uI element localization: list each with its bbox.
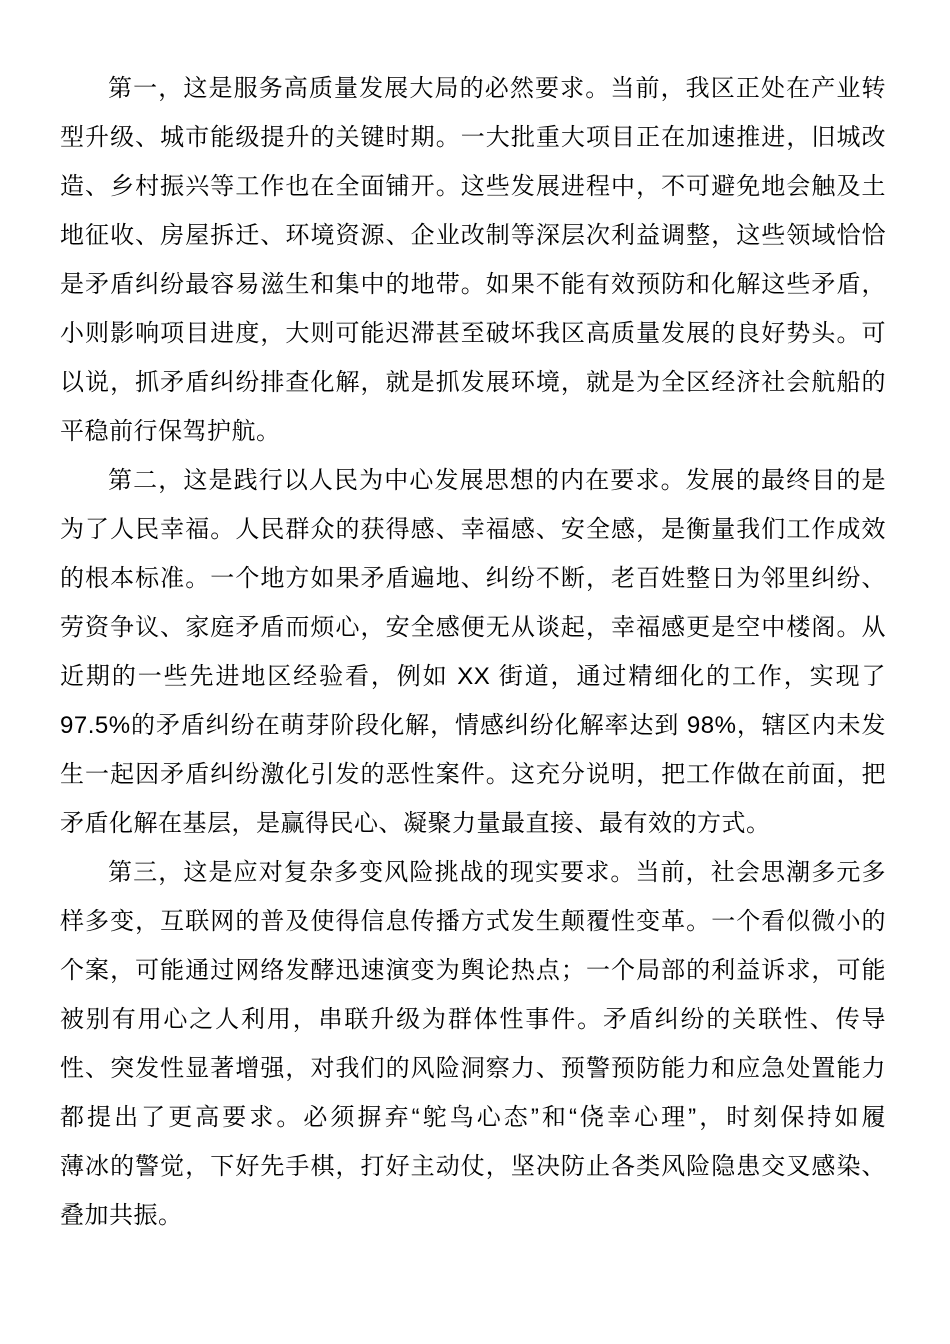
text-line: 小则影响项目进度，大则可能迟滞甚至破坏我区高质量发展的良好势头。可 <box>60 320 886 347</box>
text-line: 为了人民幸福。人民群众的获得感、幸福感、安全感，是衡量我们工作成效 <box>60 516 886 543</box>
text-line: 劳资争议、家庭矛盾而烦心，安全感便无从谈起，幸福感更是空中楼阁。从 <box>60 614 886 641</box>
text-line: 都提出了更高要求。必须摒弃“鸵鸟心态”和“侥幸心理”，时刻保持如履 <box>60 1104 886 1131</box>
text-line: 样多变，互联网的普及使得信息传播方式发生颠覆性变革。一个看似微小的 <box>60 908 886 935</box>
paragraph-1 <box>60 64 886 456</box>
paragraph-2 <box>60 456 886 848</box>
text-line: 97.5%的矛盾纠纷在萌芽阶段化解，情感纠纷化解率达到 98%，辖区内未发 <box>60 712 886 739</box>
text-line: 地征收、房屋拆迁、环境资源、企业改制等深层次利益调整，这些领域恰恰 <box>60 222 886 249</box>
text-line: 生一起因矛盾纠纷激化引发的恶性案件。这充分说明，把工作做在前面，把 <box>60 761 886 788</box>
text-line: 第三，这是应对复杂多变风险挑战的现实要求。当前，社会思潮多元多 <box>108 859 886 886</box>
text-line: 是矛盾纠纷最容易滋生和集中的地带。如果不能有效预防和化解这些矛盾， <box>60 271 886 298</box>
text-line: 薄冰的警觉，下好先手棋，打好主动仗，坚决防止各类风险隐患交叉感染、 <box>60 1153 886 1180</box>
text-line: 第一，这是服务高质量发展大局的必然要求。当前，我区正处在产业转 <box>108 75 886 102</box>
text-line: 近期的一些先进地区经验看，例如 XX 街道，通过精细化的工作，实现了 <box>60 663 886 690</box>
text-line: 性、突发性显著增强，对我们的风险洞察力、预警预防能力和应急处置能力 <box>60 1055 886 1082</box>
document-body <box>60 64 886 1240</box>
text-line: 个案，可能通过网络发酵迅速演变为舆论热点；一个局部的利益诉求，可能 <box>60 957 886 984</box>
text-line: 被别有用心之人利用，串联升级为群体性事件。矛盾纠纷的关联性、传导 <box>60 1006 886 1033</box>
text-line: 叠加共振。 <box>60 1202 183 1229</box>
text-line: 造、乡村振兴等工作也在全面铺开。这些发展进程中，不可避免地会触及土 <box>60 173 886 200</box>
paragraph-3 <box>60 848 886 1240</box>
text-line: 矛盾化解在基层，是赢得民心、凝聚力量最直接、最有效的方式。 <box>60 810 771 837</box>
text-line: 以说，抓矛盾纠纷排查化解，就是抓发展环境，就是为全区经济社会航船的 <box>60 369 886 396</box>
text-line: 平稳前行保驾护航。 <box>60 418 281 445</box>
text-line: 的根本标准。一个地方如果矛盾遍地、纠纷不断，老百姓整日为邻里纠纷、 <box>60 565 886 592</box>
text-line: 型升级、城市能级提升的关键时期。一大批重大项目正在加速推进，旧城改 <box>60 124 886 151</box>
text-line: 第二，这是践行以人民为中心发展思想的内在要求。发展的最终目的是 <box>108 467 886 494</box>
